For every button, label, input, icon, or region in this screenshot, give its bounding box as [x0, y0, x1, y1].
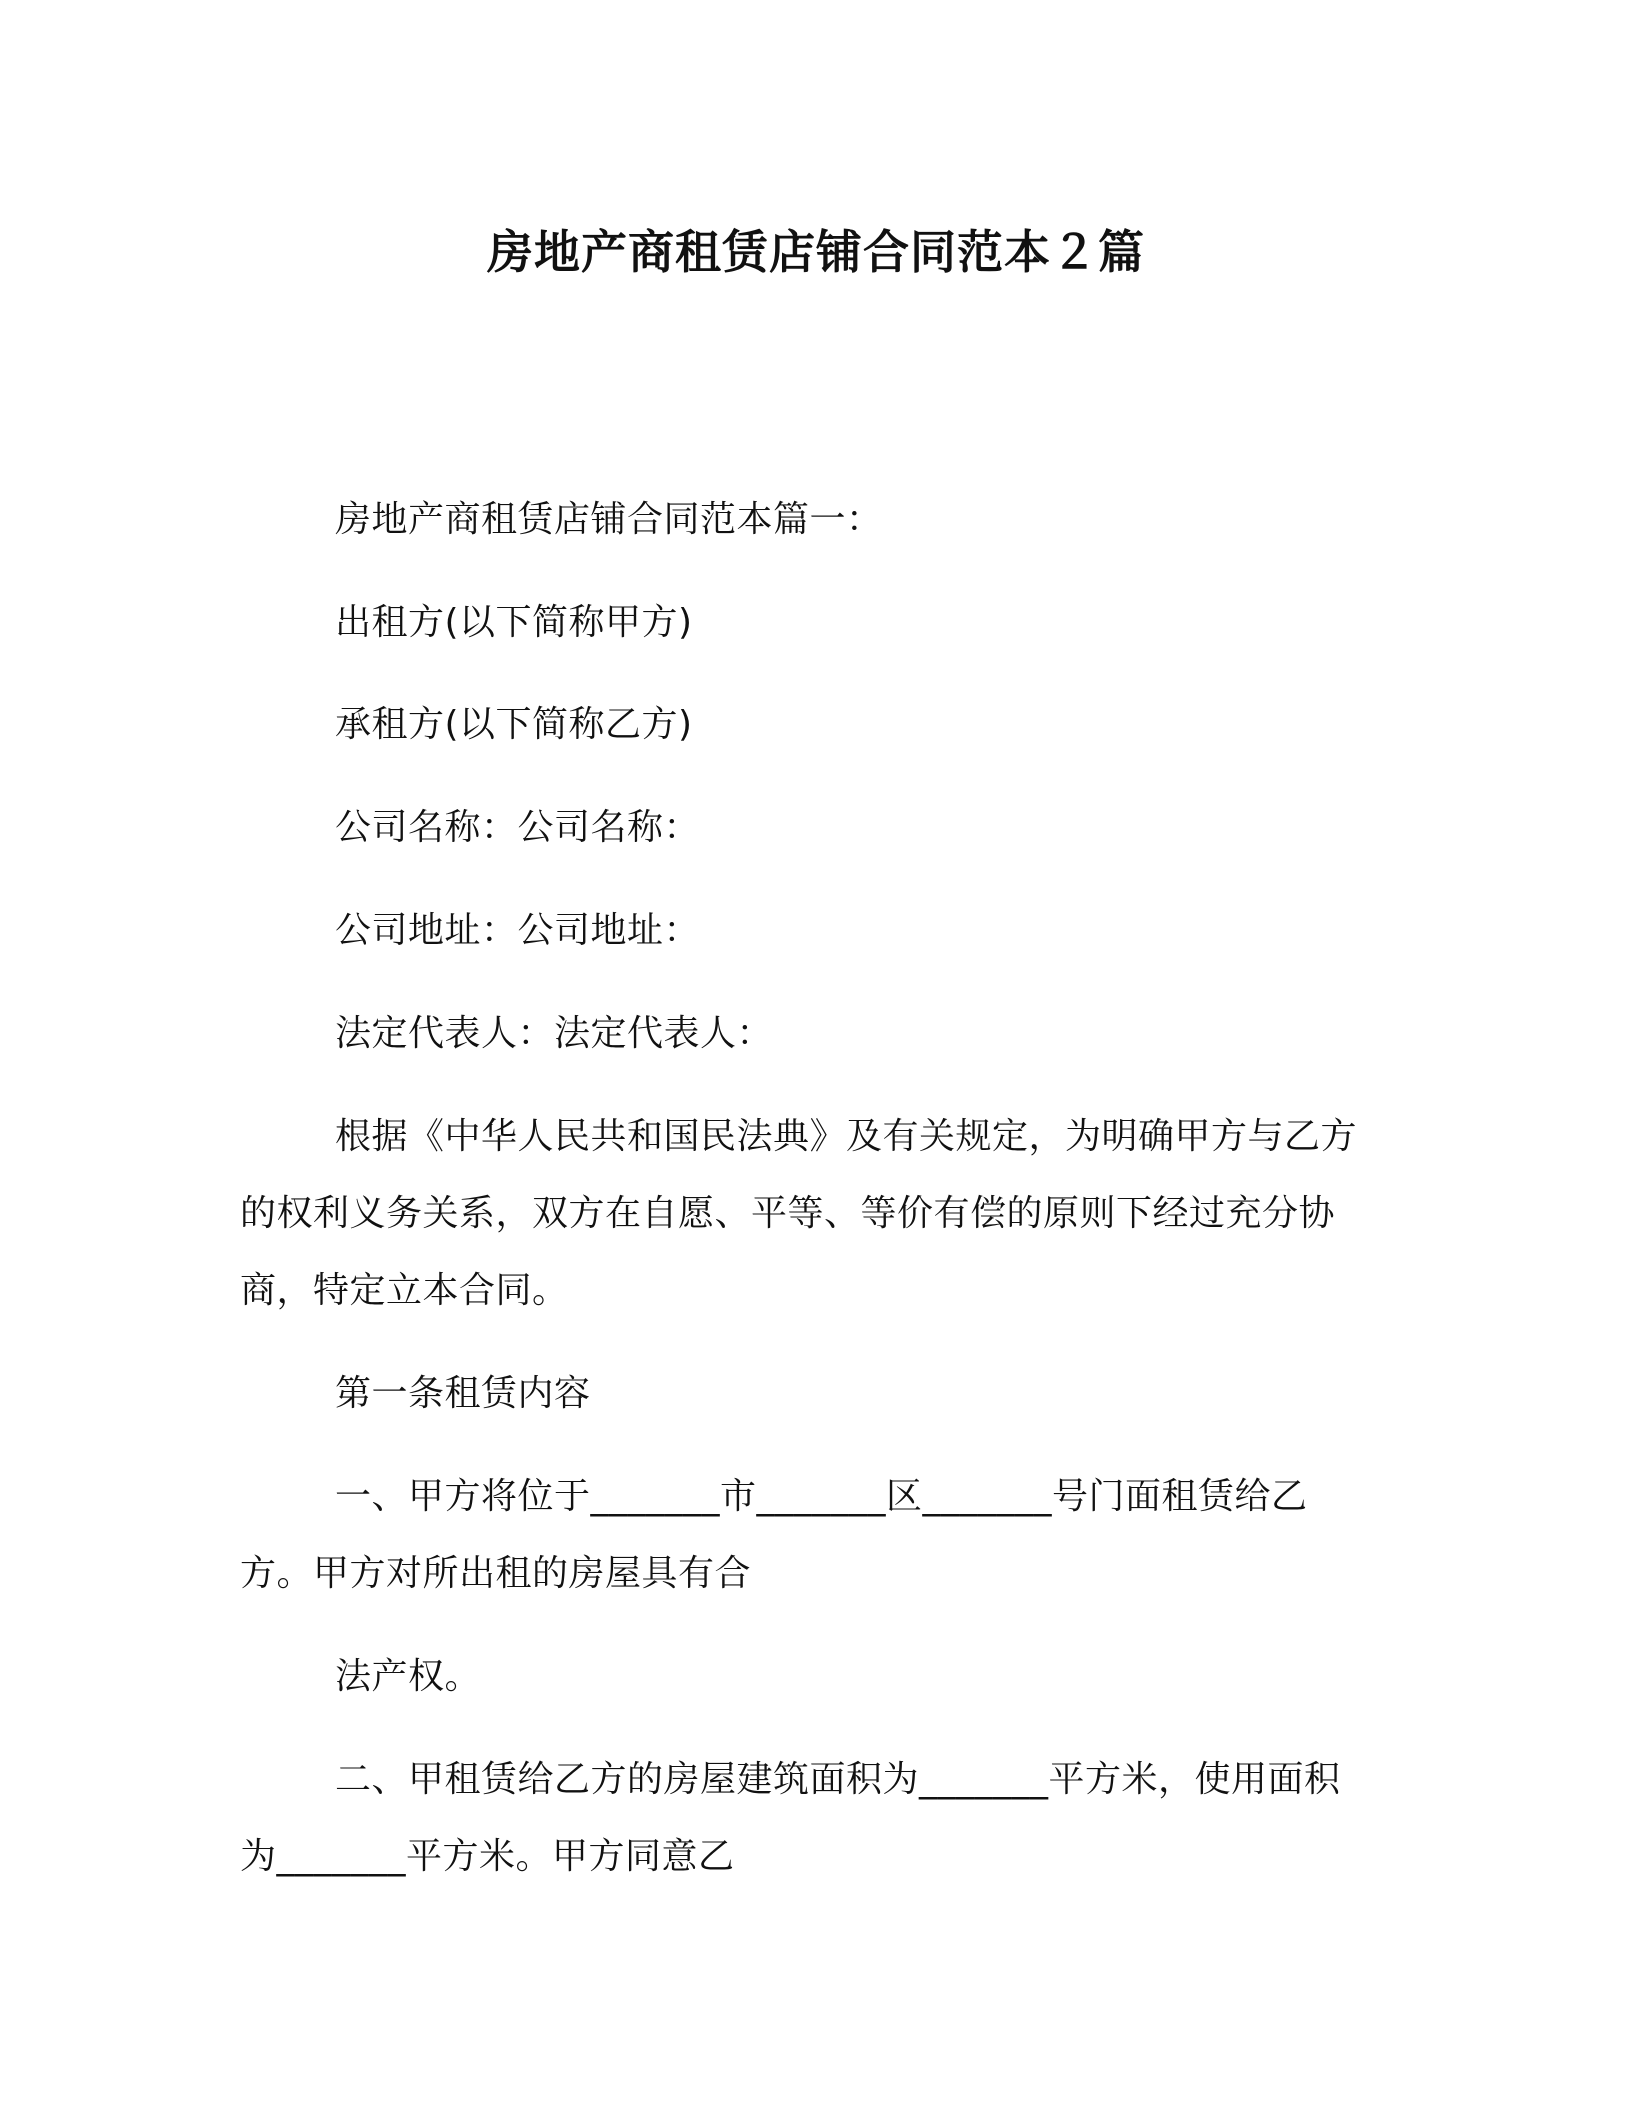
company-name-line: 公司名称：公司名称： — [335, 807, 701, 848]
paragraph-line: 为_______平方米。甲方同意乙 — [240, 1836, 735, 1877]
paragraph-line: 方。甲方对所出租的房屋具有合 — [240, 1553, 752, 1594]
paragraph-line: 根据《中华人民共和国民法典》及有关规定，为明确甲方与乙方 — [335, 1116, 1358, 1157]
section-heading: 房地产商租赁店铺合同范本篇一： — [335, 499, 883, 540]
paragraph-line: 一、甲方将位于_______市_______区_______号门面租赁给乙 — [335, 1476, 1308, 1517]
paragraph-line: 的权利义务关系，双方在自愿、平等、等价有偿的原则下经过充分协 — [240, 1193, 1336, 1234]
lessee-line: 承租方(以下简称乙方) — [335, 704, 693, 745]
paragraph-line: 二、甲租赁给乙方的房屋建筑面积为_______平方米，使用面积 — [335, 1759, 1341, 1800]
article-heading: 第一条租赁内容 — [335, 1373, 591, 1414]
paragraph-line: 法产权。 — [335, 1656, 482, 1697]
paragraph-line: 商，特定立本合同。 — [240, 1270, 569, 1311]
lessor-line: 出租方(以下简称甲方) — [335, 602, 693, 643]
legal-representative-line: 法定代表人：法定代表人： — [335, 1013, 774, 1054]
company-address-line: 公司地址：公司地址： — [335, 910, 701, 951]
document-title: 房地产商租赁店铺合同范本２篇 — [487, 225, 1145, 279]
